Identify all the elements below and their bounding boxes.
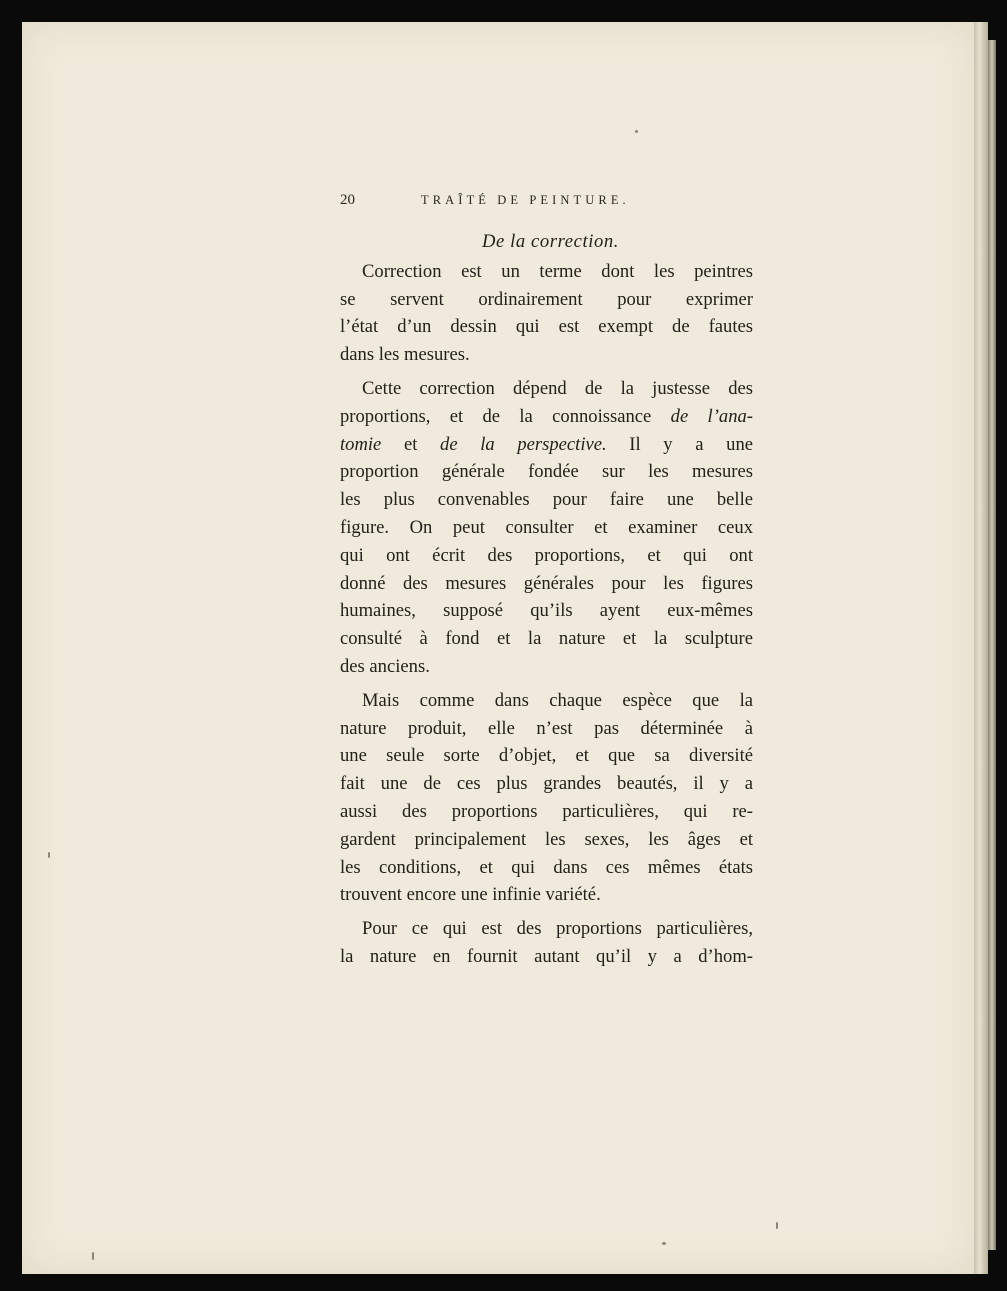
section-heading: De la correction. (481, 231, 620, 252)
running-head (340, 192, 680, 212)
text-run: consulté à fond et la nature et la sculpture (340, 628, 753, 650)
text-line (340, 258, 753, 286)
text-run: fait une de ces plus grandes beautés, il y a (340, 773, 753, 795)
text-run: des anciens. (340, 655, 430, 677)
text-line (340, 915, 753, 943)
text-run: se servent ordinairement pour exprimer (340, 288, 753, 310)
text-run: nature produit, elle n’est pas déterminée à (340, 717, 753, 739)
text-line (340, 313, 753, 341)
text-line (340, 715, 753, 743)
text-run: et (381, 433, 441, 455)
paper-speck (92, 1252, 94, 1260)
text-line (340, 826, 753, 854)
text-run: proportion générale fondée sur les mesures (340, 461, 753, 483)
text-line (340, 770, 753, 798)
text-run: trouvent encore une infinie variété. (340, 884, 601, 906)
paragraphs (340, 258, 753, 971)
text-line (340, 943, 753, 971)
text-run: Correction est un terme dont les peintres (362, 260, 753, 282)
text-line (340, 798, 753, 826)
italic-text: tomie (340, 433, 382, 455)
text-run: Pour ce qui est des proportions particulières, (362, 918, 753, 940)
italic-text: de la perspective. (440, 433, 607, 455)
text-run: dans les mesures. (340, 344, 470, 366)
text-run: Cette correction dépend de la justesse des (362, 377, 753, 399)
text-line (340, 597, 753, 625)
text-line (340, 570, 753, 598)
paper-speck (776, 1222, 778, 1229)
paragraph (340, 687, 753, 909)
text-run: figure. On peut consulter et examiner ceux (340, 516, 753, 538)
page-edge (974, 22, 988, 1274)
paragraph (340, 915, 753, 971)
text-line (340, 881, 753, 909)
paper-speck (48, 852, 50, 858)
text-line (340, 625, 753, 653)
text-run: la nature en fournit autant qu’il y a d’hom- (340, 945, 753, 967)
italic-text: de l’ana- (670, 405, 753, 427)
text-run: Mais comme dans chaque espèce que la (362, 689, 753, 711)
body-text (340, 228, 753, 977)
paper-speck (635, 130, 638, 133)
text-run: gardent principalement les sexes, les âges et (340, 828, 753, 850)
text-line (340, 854, 753, 882)
text-line (340, 286, 753, 314)
text-line (340, 341, 753, 369)
page-number: 20 (340, 192, 355, 208)
text-run: proportions, et de la connoissance (340, 405, 671, 427)
text-run: une seule sorte d’objet, et que sa diversité (340, 745, 753, 767)
text-line (340, 514, 753, 542)
text-line (340, 458, 753, 486)
text-run: aussi des proportions particulières, qui re- (340, 800, 753, 822)
text-line (340, 742, 753, 770)
text-line (340, 403, 753, 431)
text-run: l’état d’un dessin qui est exempt de fautes (340, 316, 753, 338)
running-title: TRAÎTÉ DE PEINTURE. (421, 193, 630, 207)
text-line (340, 375, 753, 403)
text-line (340, 486, 753, 514)
paragraph (340, 258, 753, 369)
text-line (340, 687, 753, 715)
text-run: donné des mesures générales pour les figures (340, 572, 753, 594)
text-line (340, 653, 753, 681)
paper-speck (662, 1242, 666, 1245)
paragraph (340, 375, 753, 681)
text-run: les conditions, et qui dans ces mêmes états (340, 856, 753, 878)
page-edge-shadow (988, 40, 996, 1250)
text-line (340, 431, 753, 459)
text-run: Il y a une (606, 433, 753, 455)
text-run: humaines, supposé qu’ils ayent eux-mêmes (340, 600, 753, 622)
text-run: qui ont écrit des proportions, et qui ont (340, 544, 753, 566)
text-run: les plus convenables pour faire une belle (340, 489, 753, 511)
text-line (340, 542, 753, 570)
